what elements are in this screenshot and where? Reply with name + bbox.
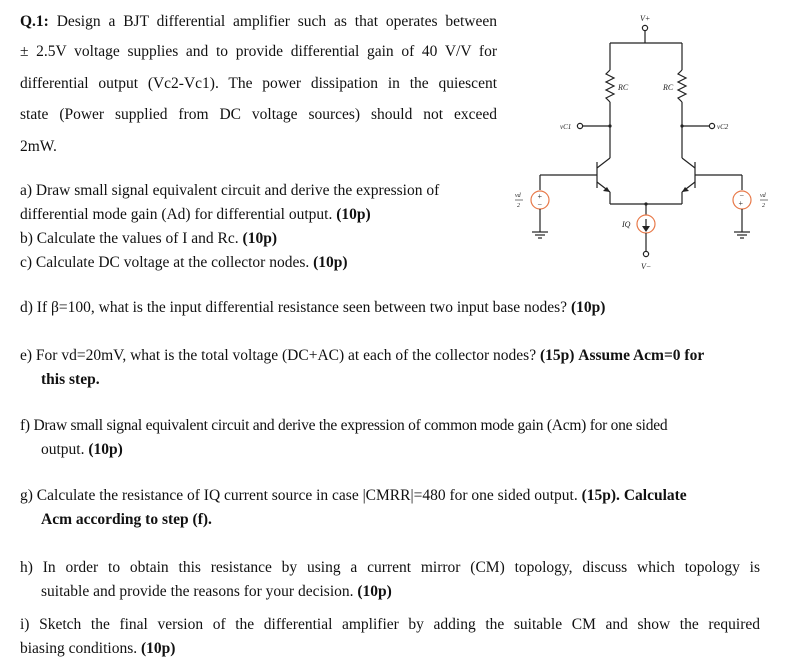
part-g-points: (15p). (581, 487, 620, 504)
part-g-note-cont: Acm according to step (f). (41, 511, 212, 528)
part-h-cont (41, 582, 392, 602)
part-d-label: d) (20, 299, 33, 316)
q1-collector (597, 158, 610, 168)
part-c-text: Calculate DC voltage at the collector nodes. (35, 254, 310, 271)
part-i-cont-text: biasing conditions. (20, 640, 138, 657)
vc1-label: vC1 (560, 123, 572, 131)
part-e-points: (15p) (539, 347, 575, 364)
part-b (20, 229, 277, 249)
question-intro-line-2: ± 2.5V voltage supplies and to provide differential gain of 40 V/V for (20, 43, 497, 60)
part-a-cont (20, 205, 371, 225)
part-d-points: (10p) (570, 299, 606, 316)
part-g (20, 486, 687, 506)
part-e-note-cont: this step. (41, 371, 100, 388)
vd-right-num: vd (760, 193, 766, 199)
part-f-label: f) (20, 417, 30, 434)
part-e (20, 346, 704, 366)
vc2-terminal (709, 123, 714, 128)
part-h-points: (10p) (357, 583, 392, 600)
part-a-cont-text: differential mode gain (Ad) for differential output. (20, 206, 333, 223)
part-c-points: (10p) (313, 254, 348, 271)
rc-left-resistor (606, 70, 614, 102)
part-g-label: g) (20, 487, 33, 504)
vd-left-num: vd (515, 193, 521, 199)
rc-right-resistor (678, 70, 686, 102)
part-c (20, 253, 348, 273)
vplus-label: V+ (640, 14, 651, 23)
src-left-minus: − (537, 200, 543, 209)
vc2-label: vC2 (717, 123, 729, 131)
part-f-text: Draw small signal equivalent circuit and derive the expression of common mode gain (Acm) for one sided (33, 417, 668, 434)
part-f-points: (10p) (88, 441, 123, 458)
part-e-label: e) (20, 347, 33, 364)
question-intro-line-1 (20, 12, 497, 32)
part-i (20, 615, 760, 635)
vminus-label: V− (641, 262, 652, 271)
part-e-text: For vd=20mV, what is the total voltage (DC+AC) at each of the collector nodes? (35, 347, 537, 364)
part-i-text: Sketch the final version of the differential amplifier by adding the suitable CM and show the required (39, 616, 761, 633)
part-g-text: Calculate the resistance of IQ current source in case |CMRR|=480 for one sided output. (36, 487, 578, 504)
vd-left-den: 2 (517, 203, 520, 209)
part-i-points: (10p) (140, 640, 176, 657)
part-f-cont (41, 440, 123, 460)
part-a (20, 181, 439, 201)
part-c-label: c) (20, 254, 33, 271)
differential-amplifier-schematic (510, 8, 785, 278)
part-h (20, 558, 760, 578)
iq-arrowhead (642, 226, 650, 232)
part-h-label: h) (20, 559, 33, 576)
part-a-label: a) (20, 182, 33, 199)
part-e-note: Assume Acm=0 for (578, 347, 705, 364)
question-intro-line-5: 2mW. (20, 138, 57, 155)
part-d-text: If β=100, what is the input differential resistance seen between two input base nodes? (36, 299, 568, 316)
part-h-text: In order to obtain this resistance by using a current mirror (CM) topology, discuss which topology is (42, 559, 760, 576)
part-i-label: i) (20, 616, 30, 633)
question-number: Q.1: (20, 13, 49, 30)
vd-right-den: 2 (762, 203, 765, 209)
rc-left-label: RC (618, 83, 629, 92)
part-d (20, 298, 605, 318)
question-intro-line-3: differential output (Vc2-Vc1). The power dissipation in the quiescent (20, 75, 497, 92)
part-b-text: Calculate the values of I and Rc. (36, 230, 239, 247)
part-f-cont-text: output. (41, 441, 85, 458)
part-f (20, 416, 667, 436)
vc1-junction (608, 124, 611, 127)
intro-line-1-text: Design a BJT differential amplifier such as that operates between (56, 13, 497, 30)
rc-right-label: RC (663, 83, 674, 92)
vc1-terminal (577, 123, 582, 128)
iq-label: IQ (622, 220, 631, 229)
q2-collector (682, 158, 695, 168)
emitter-junction (644, 202, 647, 205)
part-h-cont-text: suitable and provide the reasons for your decision. (41, 583, 354, 600)
src-right-plus: + (738, 199, 744, 208)
src-right-minus: − (739, 191, 745, 200)
part-b-label: b) (20, 230, 33, 247)
vminus-terminal (643, 251, 648, 256)
part-a-text: Draw small signal equivalent circuit and derive the expression of (35, 182, 440, 199)
part-i-cont (20, 639, 175, 659)
vplus-terminal (642, 25, 647, 30)
part-g-note: Calculate (623, 487, 687, 504)
part-a-points: (10p) (336, 206, 371, 223)
src-left-plus: + (537, 192, 543, 201)
part-b-points: (10p) (242, 230, 277, 247)
vc2-junction (680, 124, 683, 127)
question-intro-line-4: state (Power supplied from DC voltage sources) should not exceed (20, 106, 497, 123)
